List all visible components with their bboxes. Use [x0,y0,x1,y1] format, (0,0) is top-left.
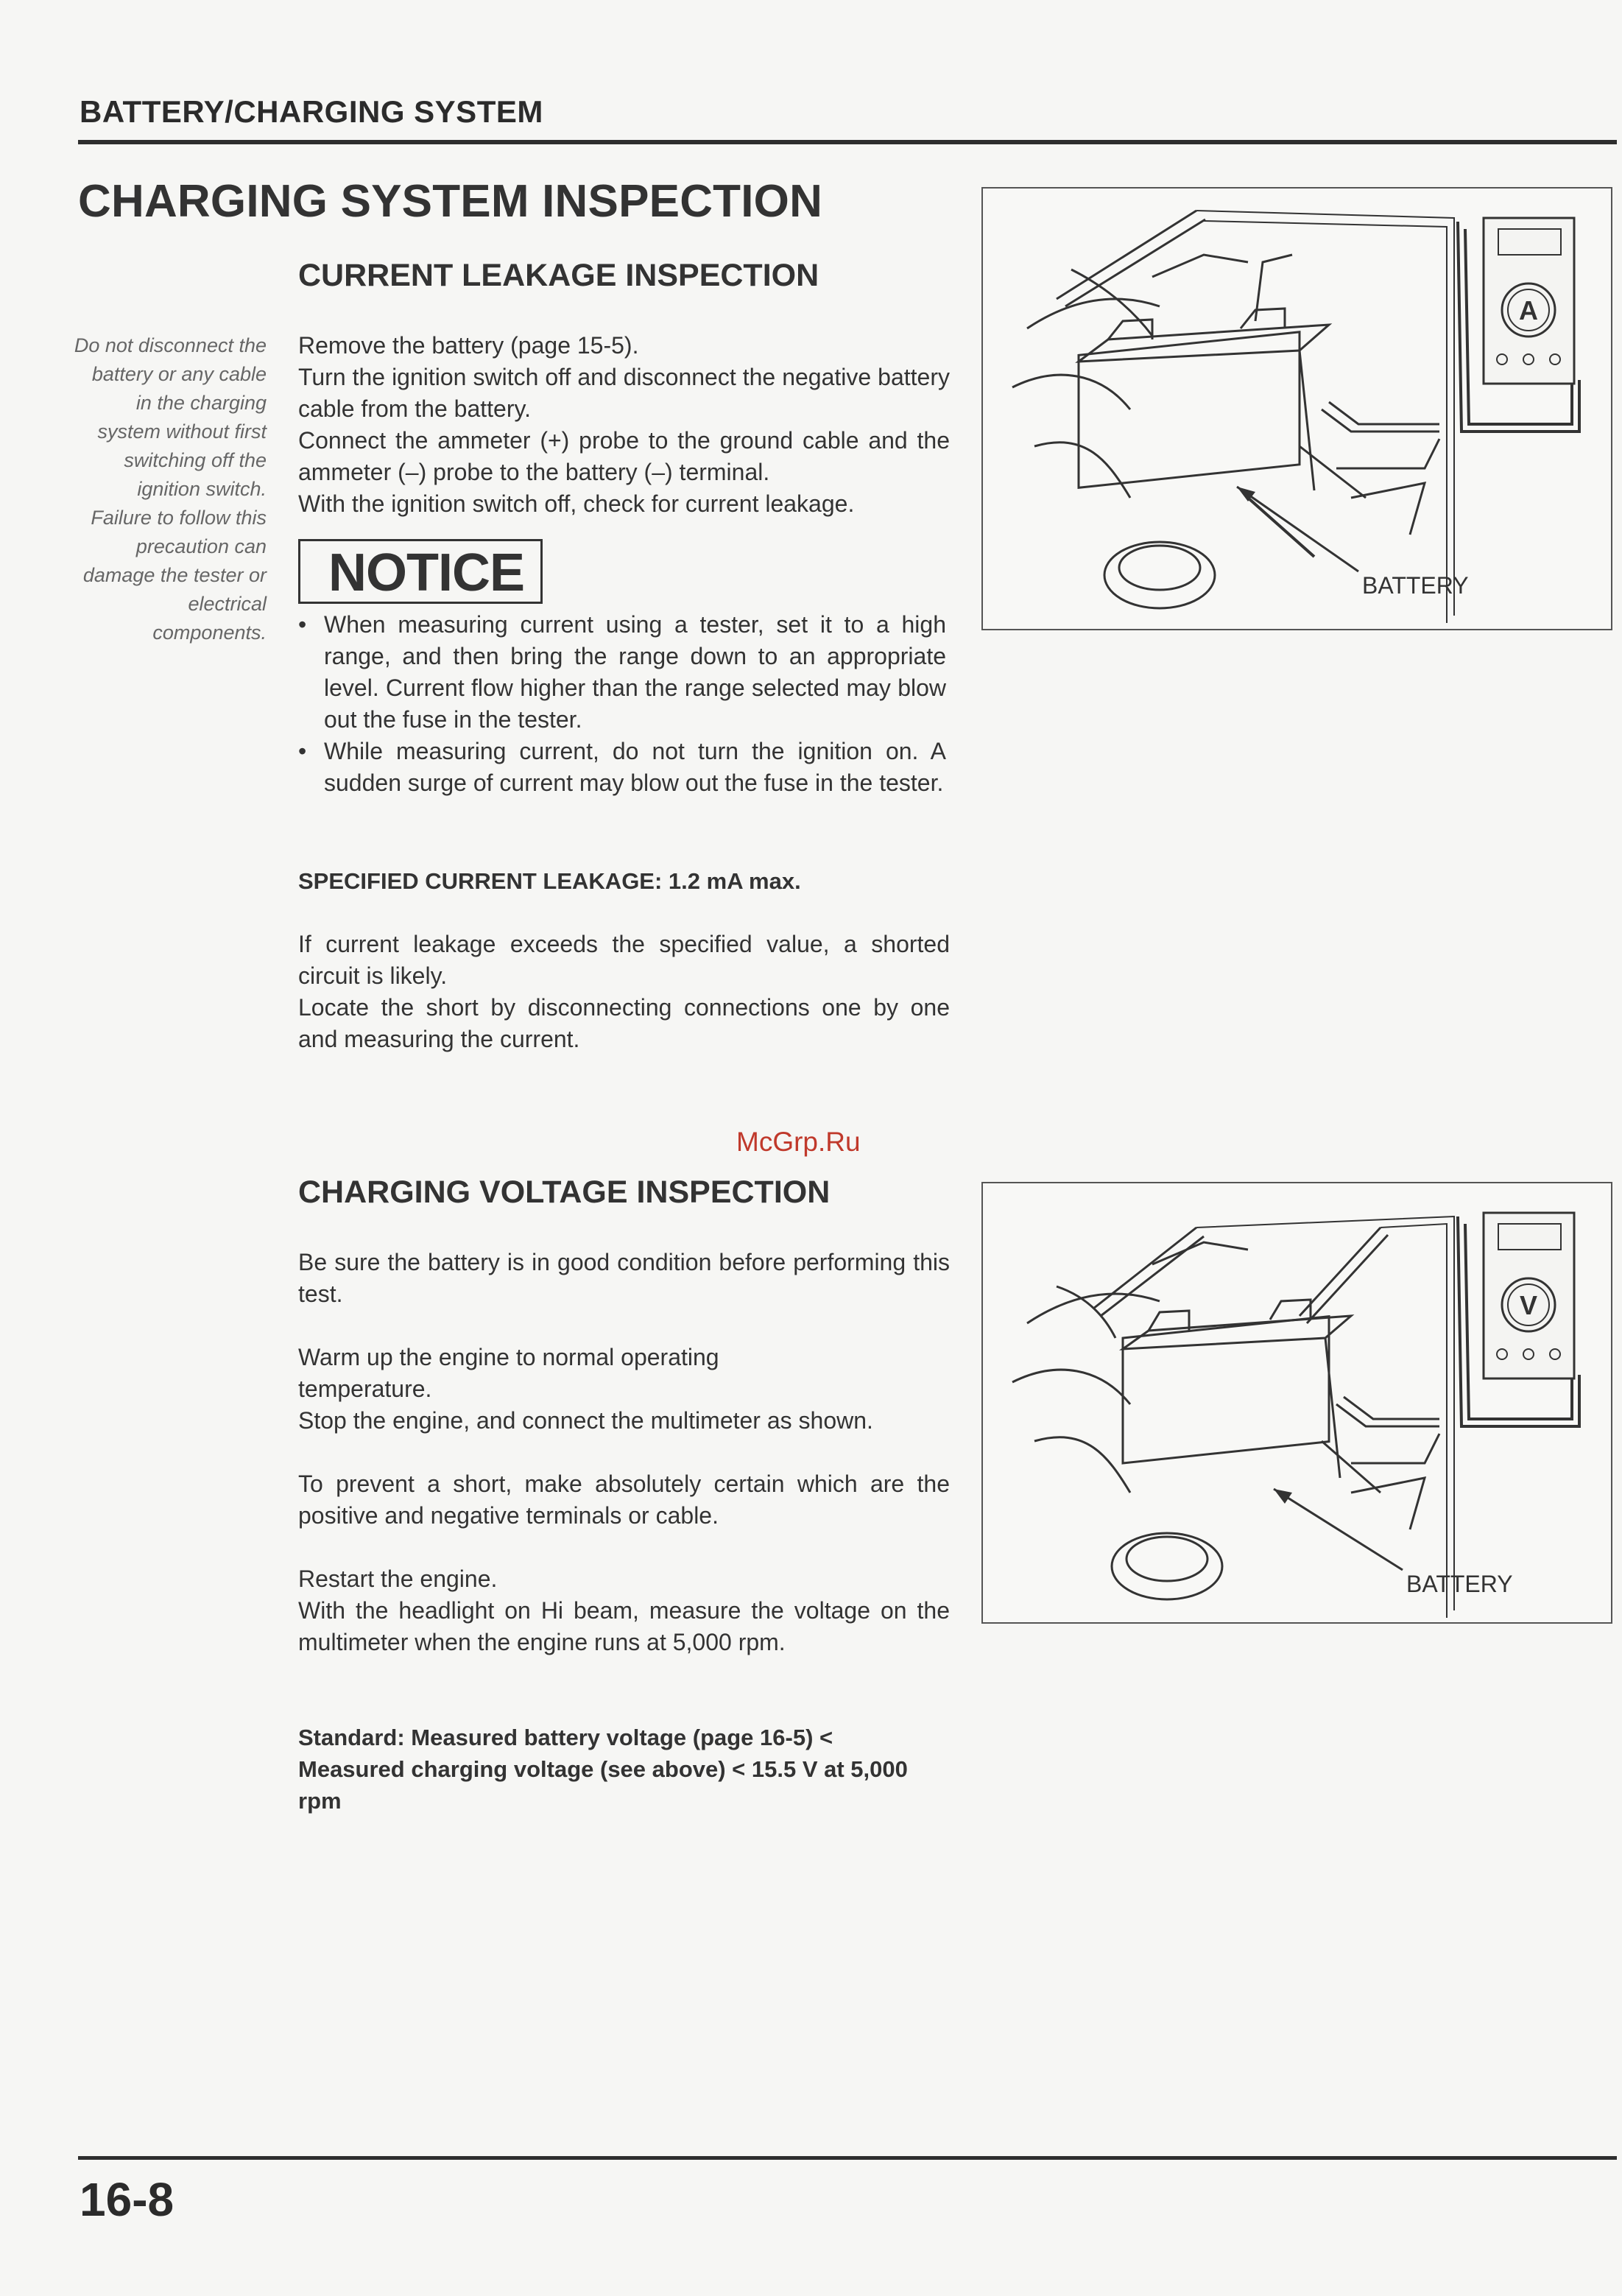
meter-symbol: V [1519,1290,1538,1320]
voltage-standard: Standard: Measured battery voltage (page 16-5) < Measured charging voltage (see above) < 15.5 V at 5,000 rpm [298,1725,908,1814]
leakage-paragraphs [298,330,950,520]
battery-label: BATTERY [1362,572,1469,599]
leakage-step-3: Connect the ammeter (+) probe to the ground cable and the ammeter (–) probe to the battery (–) terminal. [298,427,950,485]
notice-label: NOTICE [328,543,525,602]
footer-rule [78,2156,1617,2160]
leakage-note-1: If current leakage exceeds the specified value, a shorted circuit is likely. [298,931,950,989]
voltage-p2: Warm up the engine to normal operating temperature. [298,1344,719,1402]
section-header: BATTERY/CHARGING SYSTEM [80,94,543,129]
page-title: CHARGING SYSTEM INSPECTION [78,176,823,227]
voltage-p5: Restart the engine. [298,1566,498,1592]
leakage-step-1: Remove the battery (page 15-5). [298,332,639,359]
voltage-heading: CHARGING VOLTAGE INSPECTION [298,1175,831,1210]
leakage-note-2: Locate the short by disconnecting connections one by one and measuring the current. [298,994,950,1052]
header-rule [78,140,1617,144]
ammeter-figure [981,187,1612,630]
margin-note: Do not disconnect the battery or any cable in the charging system without first switching off the ignition switch. Failure to follow this precaution can damage the tester or electrical components. [74,334,267,644]
voltmeter-figure [981,1182,1612,1624]
voltage-p3: Stop the engine, and connect the multimeter as shown. [298,1407,873,1434]
notice-box [298,539,543,604]
leakage-spec: SPECIFIED CURRENT LEAKAGE: 1.2 mA max. [298,868,801,894]
voltage-paragraphs [298,1247,950,1658]
battery-label: BATTERY [1406,1571,1513,1597]
notice-list [298,609,946,799]
leakage-after-spec [298,929,950,1055]
voltmeter-diagram [983,1183,1611,1622]
voltage-p4: To prevent a short, make absolutely certain which are the positive and negative terminals or cable. [298,1471,950,1529]
voltage-p1: Be sure the battery is in good condition before performing this test. [298,1249,950,1307]
notice-item: • When measuring current using a tester, set it to a high range, and then bring the range down to an appropriate level. Current flow higher than the range selected may blow out the fuse in the tester. [298,609,946,736]
leakage-step-2: Turn the ignition switch off and disconnect the negative battery cable from the battery. [298,364,950,422]
meter-symbol: A [1519,295,1538,325]
voltage-p6: With the headlight on Hi beam, measure the voltage on the multimeter when the engine runs at 5,000 rpm. [298,1597,950,1655]
notice-item: • While measuring current, do not turn the ignition on. A sudden surge of current may blow out the fuse in the tester. [298,736,946,799]
ammeter-diagram [983,189,1611,629]
page-number: 16-8 [80,2173,174,2226]
leakage-step-4: With the ignition switch off, check for current leakage. [298,490,855,517]
leakage-heading: CURRENT LEAKAGE INSPECTION [298,258,819,293]
watermark: McGrp.Ru [736,1127,861,1157]
